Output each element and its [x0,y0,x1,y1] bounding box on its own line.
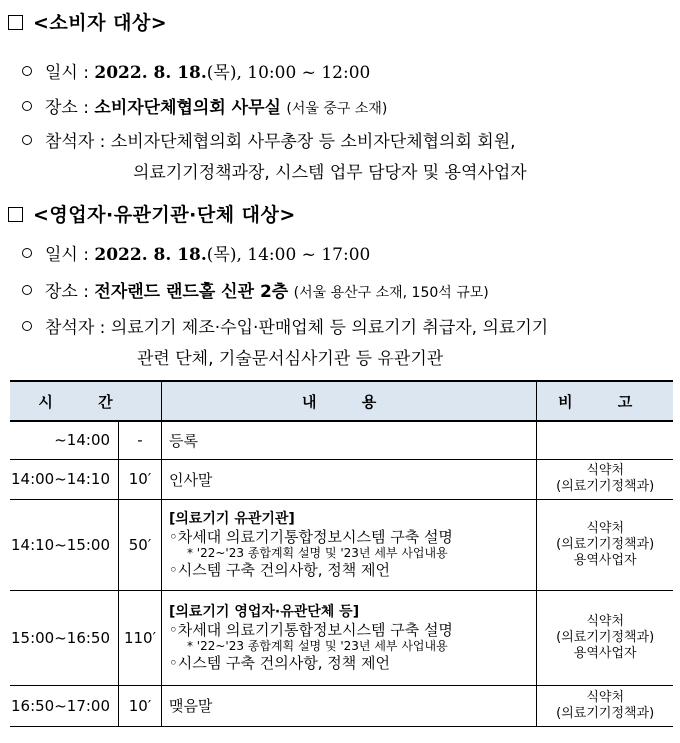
table-row [10,590,673,685]
time-cell: 15:00~16:50 [10,590,119,685]
time-cell: 14:00~14:10 [10,459,119,499]
duration-cell: 10′ [119,685,162,726]
note-dept: (의료기기정책과) [556,479,655,494]
duration-cell: 10′ [119,459,162,499]
content-cell: 맺음말 [161,685,536,726]
place-line: 장소 : 소비자단체협의회 사무실 (서울 중구 소재) [22,93,387,118]
attendees-line: 참석자 : 의료기기 제조·수입·판매업체 등 의료기기 취급자, 의료기기 [22,313,548,338]
note-org: 식약처 [586,613,625,629]
table-row [10,499,673,590]
note-contractor: 용역사업자 [573,645,637,661]
circle-bullet-icon [22,101,32,111]
date-line: 일시 : 2022. 8. 18.(목), 10:00 ~ 12:00 [22,58,370,83]
circle-bullet-icon [22,135,32,145]
content-item: ◦시스템 구축 건의사항, 정책 제언 [168,653,391,672]
content-item: ◦시스템 구축 건의사항, 정책 제언 [168,560,391,579]
duration-cell: 50′ [119,499,162,590]
content-subnote: * '22~'23 종합계획 설명 및 '23년 세부 사업내용 [186,638,448,653]
checkbox-square-icon [8,15,23,30]
note-dept: (의료기기정책과) [556,536,655,552]
circle-bullet-icon [22,248,32,258]
table-row [10,459,673,499]
content-heading: [의료기기 영업자·유관단체 등] [168,603,360,620]
content-cell [161,499,536,590]
note-cell [537,421,673,459]
attendees-line: 참석자 : 소비자단체협의회 사무총장 등 소비자단체협의회 회원, [22,127,516,152]
time-cell: 16:50~17:00 [10,685,119,726]
note-org: 식약처 [586,463,625,478]
time-cell: 14:10~15:00 [10,499,119,590]
content-cell: 등록 [161,421,536,459]
content-heading: [의료기기 유관기관] [168,510,295,527]
place-line: 장소 : 전자랜드 랜드홀 신관 2층 (서울 용산구 소재, 150석 규모) [22,277,489,302]
header-content: 내 용 [161,381,536,421]
circle-bullet-icon [22,285,32,295]
note-org: 식약처 [586,520,625,536]
attendees-line-2: 관련 단체, 기술문서심사기관 등 유관기관 [137,349,444,369]
table-row [10,685,673,726]
header-time: 시 간 [10,381,161,421]
checkbox-square-icon [8,207,23,222]
content-item: ◦차세대 의료기기통합정보시스템 구축 설명 [168,527,453,546]
content-cell: 인사말 [161,459,536,499]
circle-bullet-icon [22,66,32,76]
duration-cell: 110′ [119,590,162,685]
note-org: 식약처 [586,689,625,705]
header-note: 비 고 [537,381,673,421]
time-cell: ~14:00 [10,421,119,459]
duration-cell: - [119,421,162,459]
content-item: ◦차세대 의료기기통합정보시스템 구축 설명 [168,620,453,639]
note-dept: (의료기기정책과) [556,629,655,645]
section-title-business: <영업자·유관기관·단체 대상> [8,200,296,227]
table-row [10,421,673,459]
circle-bullet-icon [22,321,32,331]
schedule-table [10,380,673,727]
table-header-row [10,381,673,421]
note-cell [537,459,673,499]
date-line: 일시 : 2022. 8. 18.(목), 14:00 ~ 17:00 [22,240,370,265]
note-cell [537,685,673,726]
content-cell [161,590,536,685]
note-dept: (의료기기정책과) [556,705,655,721]
note-cell [537,499,673,590]
note-contractor: 용역사업자 [573,552,637,568]
note-cell [537,590,673,685]
attendees-line-2: 의료기기정책과장, 시스템 업무 담당자 및 용역사업자 [133,163,527,183]
section-title-consumer: <소비자 대상> [8,8,167,35]
content-subnote: * '22~'23 종합계획 설명 및 '23년 세부 사업내용 [186,545,448,560]
